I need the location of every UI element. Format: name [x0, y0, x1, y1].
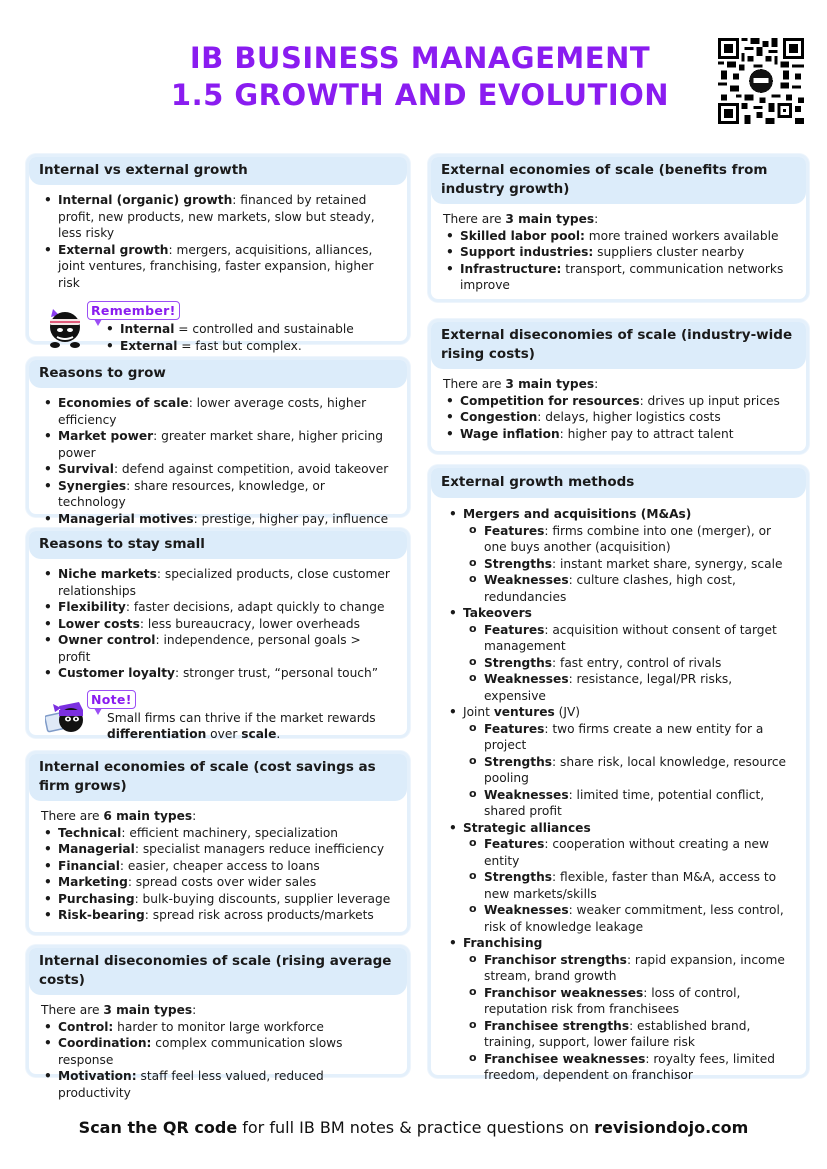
qr-code-icon[interactable] — [718, 38, 804, 124]
list-item: • Internal = controlled and sustainable — [103, 321, 354, 338]
card-internal-economies-of-scale — [26, 751, 410, 935]
card-title: Internal diseconomies of scale (rising average costs) — [29, 948, 407, 995]
card-external-diseconomies-of-scale — [428, 319, 809, 454]
note-callout — [41, 690, 395, 750]
card-title: Internal economies of scale (cost savings as firm grows) — [29, 754, 407, 801]
sub-list — [463, 952, 794, 1084]
list-item: • Coordination: complex communication slows response — [41, 1035, 395, 1068]
list-item: • Support industries: suppliers cluster nearby — [443, 244, 794, 261]
remember-label: Remember! — [87, 301, 180, 320]
methods-list — [443, 506, 794, 1084]
note-text: Small firms can thrive if the market rewards differentiation over scale. — [107, 710, 376, 741]
card-title: Reasons to grow — [29, 360, 407, 388]
list-item: • Infrastructure: transport, communication networks improve — [443, 261, 794, 294]
list-item: • Economies of scale: lower average costs, higher efficiency — [41, 395, 395, 428]
ninja-mascot-icon — [45, 305, 85, 349]
remember-callout — [41, 301, 395, 361]
list-item: • Managerial motives: prestige, higher pay, influence — [41, 511, 395, 528]
sub-item: o Weaknesses: culture clashes, high cost, redundancies — [463, 572, 794, 605]
method-franchising: • Franchising o Franchisor strengths: rapid expansion, income stream, brand growth o Franchisor weaknesses: loss of control, reputation risk from franchisees o Franchisee strengths: established brand, training, support, lower failure risk o Franchisee weaknesses: royalty fees, limited freedom, dependent on franchisor — [443, 935, 794, 1084]
card-external-economies-of-scale — [428, 154, 809, 302]
list-item: • Customer loyalty: stronger trust, “personal touch” — [41, 665, 395, 682]
card-internal-vs-external-growth — [26, 154, 410, 353]
intro-text: There are 3 main types: — [41, 1003, 197, 1017]
sub-item: o Features: firms combine into one (merger), or one buys another (acquisition) — [463, 523, 794, 556]
method-strategic-alliances: • Strategic alliances o Features: cooperation without creating a new entity o Strengths: flexible, faster than M&A, access to new markets/skills o Weaknesses: weaker commitment, less control, risk of knowledge leakage — [443, 820, 794, 936]
list-item: • Synergies: share resources, knowledge, or technology — [41, 478, 395, 511]
sub-item: o Franchisor weaknesses: loss of control, reputation risk from franchisees — [463, 985, 794, 1018]
list-item: • External = fast but complex. — [103, 338, 354, 355]
card-title: External diseconomies of scale (industry-wide rising costs) — [431, 322, 806, 369]
bullet-list — [41, 566, 395, 682]
list-item: • Niche markets: specialized products, close customer relationships — [41, 566, 395, 599]
footer-cta — [0, 1118, 827, 1138]
sub-list — [463, 523, 794, 606]
list-item: • Managerial: specialist managers reduce inefficiency — [41, 841, 395, 858]
list-item: • Risk-bearing: spread risk across products/markets — [41, 907, 395, 924]
title-line-1: IB BUSINESS MANAGEMENT — [189, 41, 651, 75]
bullet-list — [443, 228, 794, 294]
list-item: • Congestion: delays, higher logistics costs — [443, 409, 794, 426]
remember-list — [103, 321, 354, 354]
sub-item: o Franchisor strengths: rapid expansion, income stream, brand growth — [463, 952, 794, 985]
list-item: • Control: harder to monitor large workforce — [41, 1019, 395, 1036]
card-title: External economies of scale (benefits from industry growth) — [431, 157, 806, 204]
sub-item: o Franchisee weaknesses: royalty fees, limited freedom, dependent on franchisor — [463, 1051, 794, 1084]
list-item: • Purchasing: bulk-buying discounts, supplier leverage — [41, 891, 395, 908]
card-external-growth-methods — [428, 465, 809, 1082]
sub-list — [463, 836, 794, 935]
intro-text: There are 3 main types: — [443, 212, 599, 226]
list-item: • Skilled labor pool: more trained workers available — [443, 228, 794, 245]
list-item: • Survival: defend against competition, avoid takeover — [41, 461, 395, 478]
list-item: • Technical: efficient machinery, specialization — [41, 825, 395, 842]
sub-item: o Strengths: flexible, faster than M&A, access to new markets/skills — [463, 869, 794, 902]
sub-item: o Strengths: instant market share, synergy, scale — [463, 556, 794, 573]
card-reasons-to-grow — [26, 357, 410, 526]
list-item: • Owner control: independence, personal goals > profit — [41, 632, 395, 665]
card-title: External growth methods — [431, 468, 806, 498]
sub-item: o Strengths: share risk, local knowledge, resource pooling — [463, 754, 794, 787]
list-item: • Marketing: spread costs over wider sales — [41, 874, 395, 891]
list-item: • Competition for resources: drives up input prices — [443, 393, 794, 410]
list-item: • Motivation: staff feel less valued, reduced productivity — [41, 1068, 395, 1101]
list-item: • Wage inflation: higher pay to attract talent — [443, 426, 794, 443]
method-joint-ventures: • Joint ventures (JV) o Features: two firms create a new entity for a project o Strengths: share risk, local knowledge, resource pooling o Weaknesses: limited time, potential conflict, shared profit — [443, 704, 794, 820]
footer-link[interactable]: revisiondojo.com — [594, 1118, 749, 1137]
footer-scan-text: Scan the QR code — [78, 1118, 238, 1137]
sub-item: o Weaknesses: weaker commitment, less control, risk of knowledge leakage — [463, 902, 794, 935]
sub-item: o Franchisee strengths: established brand, training, support, lower failure risk — [463, 1018, 794, 1051]
method-takeovers: • Takeovers o Features: acquisition without consent of target management o Strengths: fast entry, control of rivals o Weaknesses: resistance, legal/PR risks, expensive — [443, 605, 794, 704]
list-item: • Lower costs: less bureaucracy, lower overheads — [41, 616, 395, 633]
sub-item: o Weaknesses: resistance, legal/PR risks, expensive — [463, 671, 794, 704]
list-item: • Market power: greater market share, higher pricing power — [41, 428, 395, 461]
bullet-list — [41, 825, 395, 924]
card-reasons-to-stay-small — [26, 528, 410, 741]
list-item: • External growth: mergers, acquisitions, alliances, joint ventures, franchising, faster expansion, higher risk — [41, 242, 395, 292]
intro-text: There are 3 main types: — [443, 377, 599, 391]
ninja-laptop-mascot-icon — [45, 694, 85, 738]
title-line-2: 1.5 GROWTH AND EVOLUTION — [170, 78, 670, 112]
card-internal-diseconomies-of-scale — [26, 945, 410, 1100]
page-title — [160, 40, 680, 114]
sub-item: o Features: cooperation without creating a new entity — [463, 836, 794, 869]
intro-text: There are 6 main types: — [41, 809, 197, 823]
sub-item: o Features: two firms create a new entity for a project — [463, 721, 794, 754]
bullet-list — [443, 393, 794, 443]
card-title: Reasons to stay small — [29, 531, 407, 559]
card-title: Internal vs external growth — [29, 157, 407, 185]
sub-list — [463, 721, 794, 820]
sub-item: o Weaknesses: limited time, potential conflict, shared profit — [463, 787, 794, 820]
list-item: • Internal (organic) growth: financed by retained profit, new products, new markets, slow but steady, less risky — [41, 192, 395, 242]
method-mergers: • Mergers and acquisitions (M&As) o Features: firms combine into one (merger), or one buys another (acquisition) o Strengths: instant market share, synergy, scale o Weaknesses: culture clashes, high cost, redundancies — [443, 506, 794, 605]
bullet-list — [41, 1019, 395, 1102]
footer-text: for full IB BM notes & practice questions on — [237, 1118, 595, 1137]
sub-item: o Strengths: fast entry, control of rivals — [463, 655, 794, 672]
bullet-list — [41, 192, 395, 291]
list-item: • Flexibility: faster decisions, adapt quickly to change — [41, 599, 395, 616]
list-item: • Financial: easier, cheaper access to loans — [41, 858, 395, 875]
sub-list — [463, 622, 794, 705]
note-label: Note! — [87, 690, 136, 709]
sub-item: o Features: acquisition without consent of target management — [463, 622, 794, 655]
bullet-list — [41, 395, 395, 527]
